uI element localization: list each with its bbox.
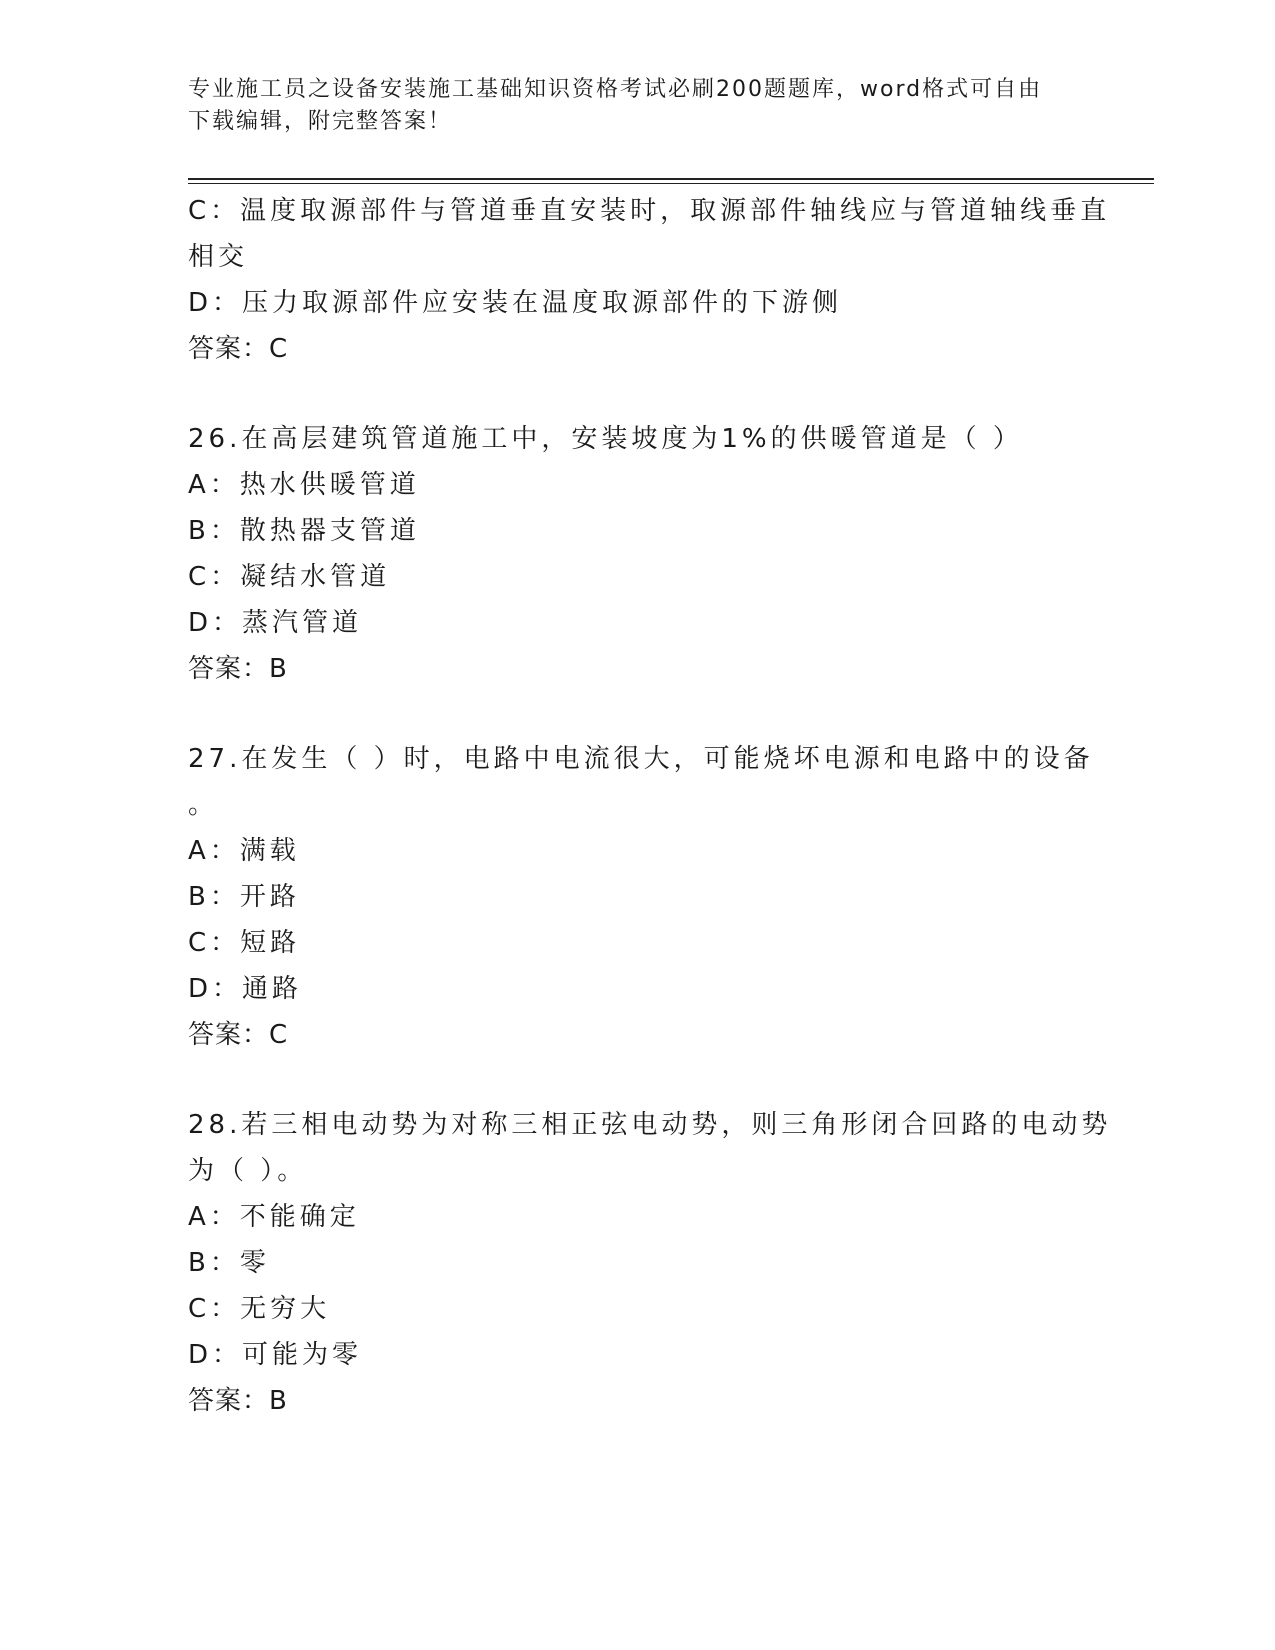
- option-d: D：可能为零: [188, 1340, 363, 1370]
- option-d: D：压力取源部件应安装在温度取源部件的下游侧: [188, 288, 843, 318]
- question-text-continuation: 为（ ）。: [188, 1156, 308, 1186]
- option-c-continuation: 相交: [188, 242, 249, 272]
- header-rule-thick: [188, 178, 1154, 180]
- option-a: A：不能确定: [188, 1202, 360, 1232]
- option-c: C：无穷大: [188, 1294, 331, 1324]
- option-a: A：满载: [188, 836, 300, 866]
- header-line-1: 专业施工员之设备安装施工基础知识资格考试必刷200题题库，word格式可自由: [188, 77, 1043, 102]
- question-block-25: [188, 188, 1111, 372]
- spacer: [188, 692, 1088, 736]
- option-c: C：温度取源部件与管道垂直安装时，取源部件轴线应与管道轴线垂直: [188, 196, 1111, 226]
- option-d: D：蒸汽管道: [188, 608, 363, 638]
- header-rule-thin: [188, 183, 1154, 184]
- document-header: [188, 74, 1088, 138]
- option-c: C：凝结水管道: [188, 562, 391, 592]
- question-content: [188, 188, 1112, 1424]
- option-d: D：通路: [188, 974, 303, 1004]
- answer-label: 答案：B: [188, 1386, 288, 1416]
- question-block-28: [188, 1102, 1112, 1424]
- question-text: 27.在发生（ ）时，电路中电流很大，可能烧坏电源和电路中的设备: [188, 744, 1094, 774]
- option-b: B：开路: [188, 882, 300, 912]
- spacer: [188, 372, 1088, 416]
- answer-label: 答案：C: [188, 334, 289, 364]
- question-block-27: [188, 736, 1094, 1058]
- option-a: A：热水供暖管道: [188, 470, 420, 500]
- answer-label: 答案：C: [188, 1020, 289, 1050]
- question-text: 28.若三相电动势为对称三相正弦电动势，则三角形闭合回路的电动势: [188, 1110, 1112, 1140]
- option-c: C：短路: [188, 928, 301, 958]
- answer-label: 答案：B: [188, 654, 288, 684]
- header-line-2: 下载编辑，附完整答案！: [188, 109, 453, 134]
- question-text: 26.在高层建筑管道施工中，安装坡度为1%的供暖管道是（ ）: [188, 424, 1023, 454]
- option-b: B：散热器支管道: [188, 516, 420, 546]
- question-text-continuation: 。: [188, 790, 219, 820]
- question-block-26: [188, 416, 1088, 692]
- spacer: [188, 1058, 1088, 1102]
- option-b: B：零: [188, 1248, 270, 1278]
